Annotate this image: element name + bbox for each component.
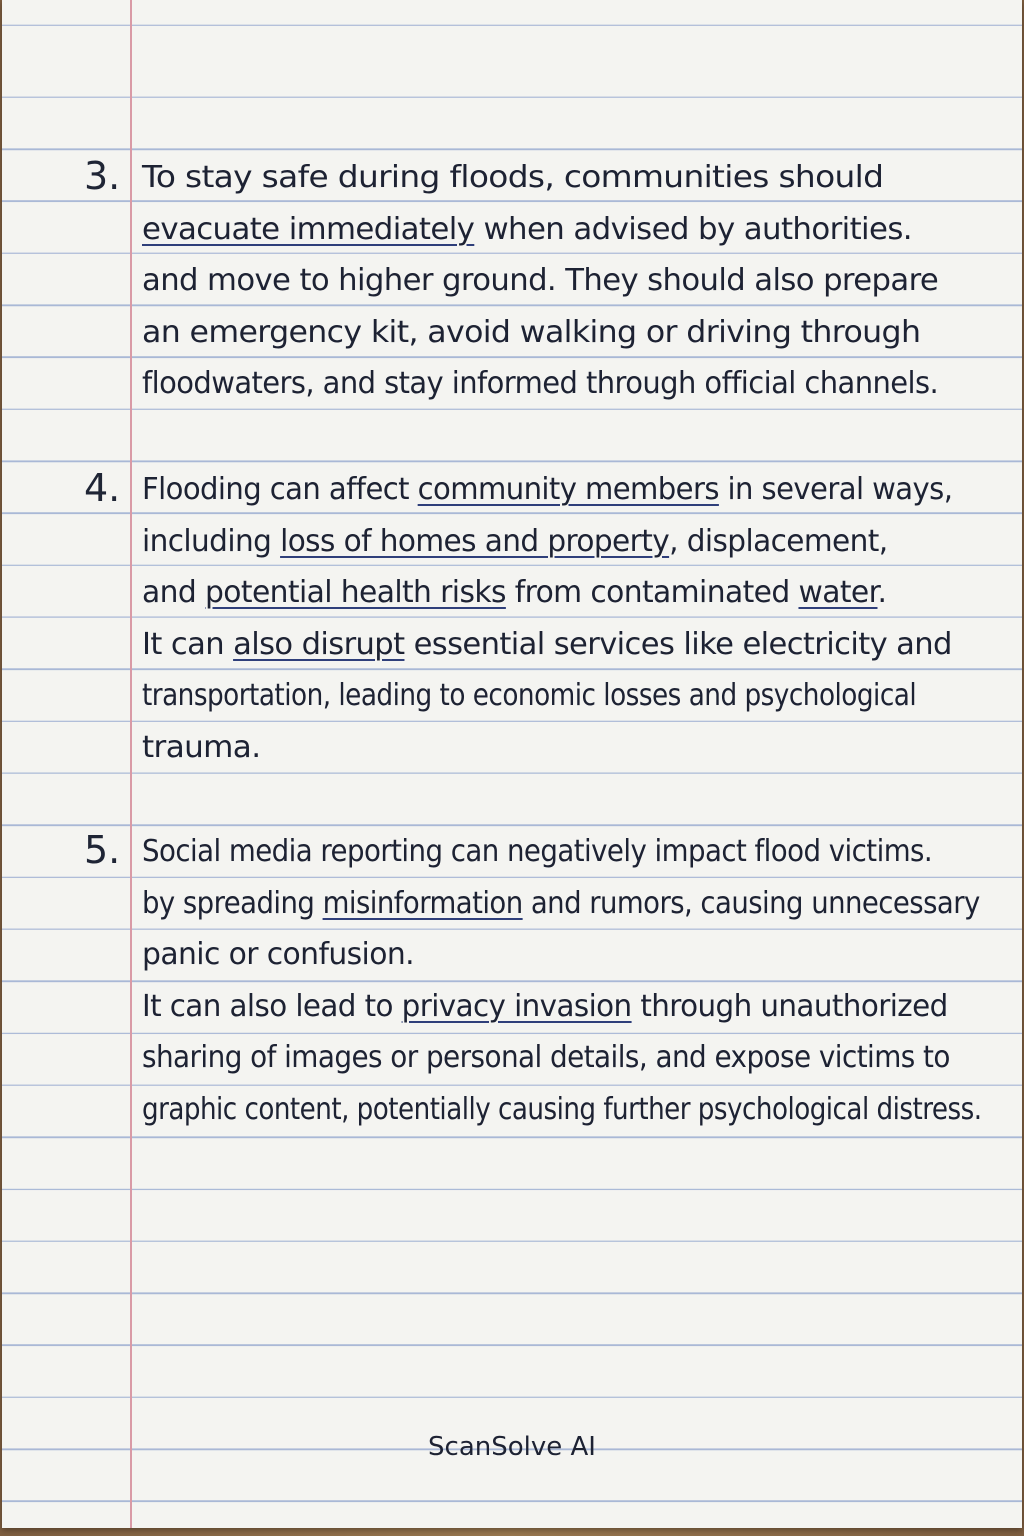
answer-line: [142, 472, 952, 507]
answer-line: [142, 834, 932, 869]
answer-line: [142, 886, 980, 921]
underlined-phrase: misinformation: [322, 885, 523, 921]
text-segment: .: [877, 575, 887, 610]
underlined-phrase: community members: [417, 472, 719, 507]
text-segment: trauma.: [142, 729, 261, 765]
text-segment: through unauthorized: [631, 988, 948, 1024]
answer-number: 3.: [84, 154, 121, 198]
answer-line: [142, 937, 414, 972]
answer-line: [142, 1092, 982, 1127]
text-segment: including: [142, 523, 281, 559]
answer-line: [142, 575, 886, 610]
text-segment: Social media reporting can negatively impact flood victims.: [142, 834, 933, 869]
text-segment: an emergency kit, avoid walking or driving through: [142, 314, 921, 350]
notebook-page: [2, 0, 1022, 1528]
underlined-phrase: potential health risks: [205, 575, 506, 610]
text-segment: sharing of images or personal details, and expose victims to: [142, 1040, 950, 1075]
underlined-phrase: evacuate immediately: [142, 211, 475, 247]
text-segment: It can: [142, 626, 234, 662]
text-segment: and rumors, causing unnecessary: [522, 885, 980, 921]
answer-line: [142, 678, 916, 713]
underlined-phrase: loss of homes and property: [280, 523, 670, 559]
text-segment: Flooding can affect: [142, 472, 418, 507]
answer-line: [142, 160, 883, 195]
text-segment: when advised by authorities.: [474, 211, 912, 247]
answer-line: [142, 730, 260, 765]
text-segment: in several ways,: [718, 472, 953, 507]
text-segment: and move to higher ground. They should also prepare: [142, 263, 939, 298]
text-segment: and: [142, 575, 206, 610]
text-segment: It can also lead to: [142, 988, 402, 1024]
text-segment: panic or confusion.: [142, 937, 415, 972]
text-segment: transportation, leading to economic losses and psychological: [142, 678, 917, 713]
underlined-phrase: also disrupt: [233, 626, 405, 662]
answer-line: [142, 315, 920, 350]
text-segment: from contaminated: [505, 575, 799, 610]
text-segment: by spreading: [142, 885, 323, 921]
margin-line: [130, 0, 132, 1528]
answer-line: [142, 263, 938, 298]
answer-line: [142, 366, 938, 401]
text-segment: floodwaters, and stay informed through official channels.: [142, 366, 939, 401]
answer-number: 4.: [84, 466, 121, 510]
answer-line: [142, 627, 952, 662]
text-segment: graphic content, potentially causing further psychological distress.: [142, 1091, 982, 1127]
answer-line: [142, 524, 888, 559]
answer-number: 5.: [84, 828, 121, 872]
text-segment: , displacement,: [669, 523, 888, 559]
answer-line: [142, 989, 948, 1024]
answer-line: [142, 212, 912, 247]
watermark-text: ScanSolve AI: [428, 1432, 596, 1462]
text-segment: To stay safe during floods, communities should: [142, 160, 884, 195]
underlined-phrase: water: [798, 575, 878, 610]
text-segment: essential services like electricity and: [404, 626, 952, 662]
underlined-phrase: privacy invasion: [401, 988, 632, 1024]
answer-line: [142, 1040, 950, 1075]
